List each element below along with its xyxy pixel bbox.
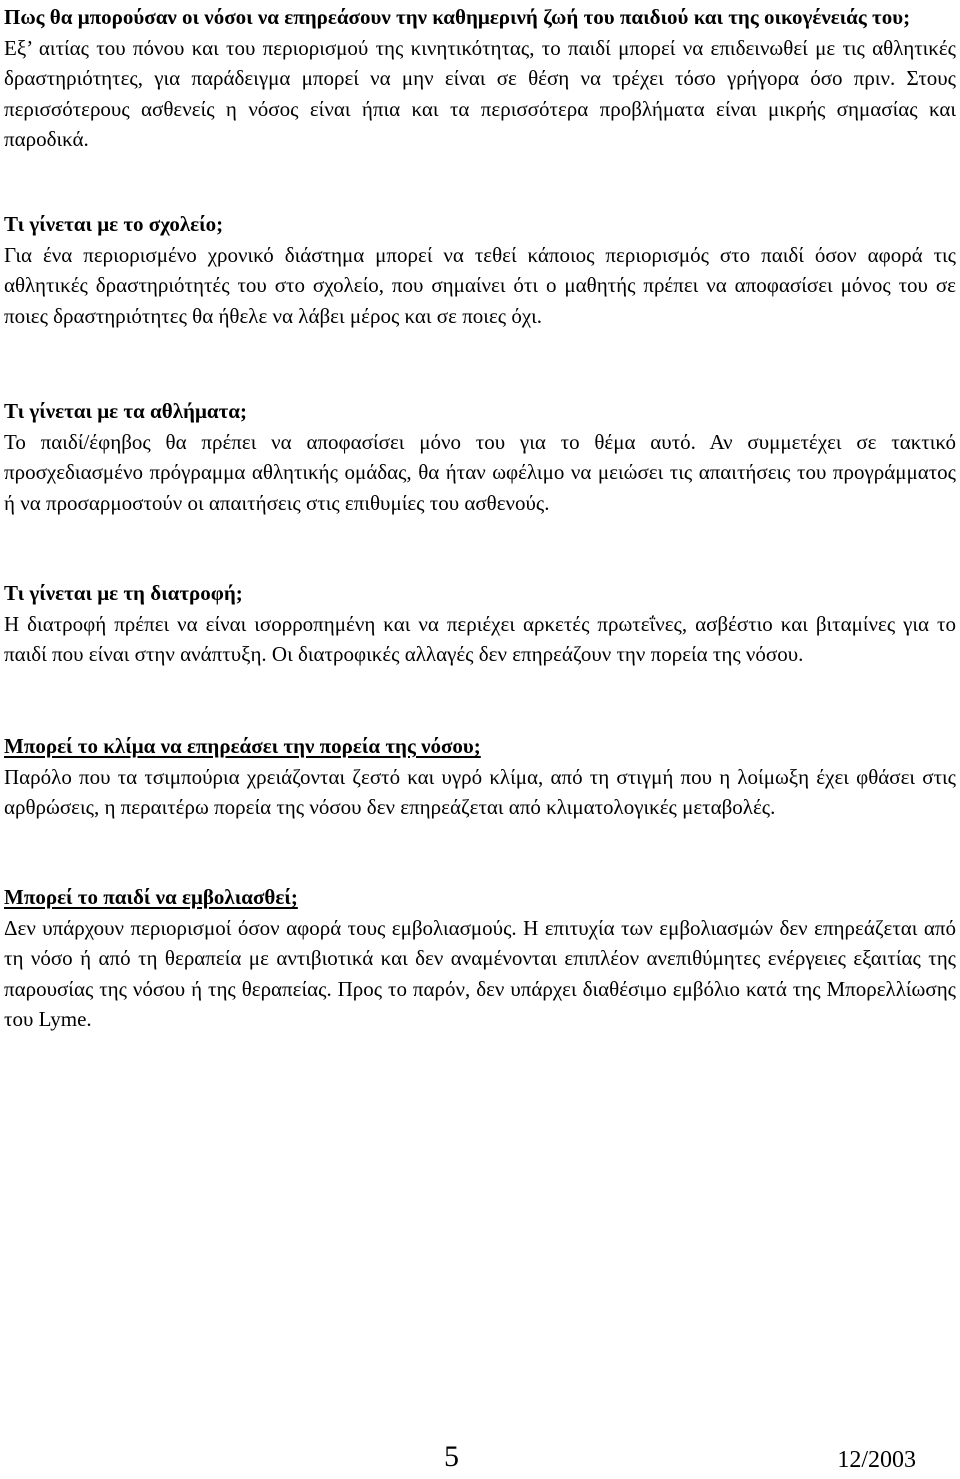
section-heading: Τι γίνεται με τη διατροφή; (4, 581, 243, 605)
section-body: Παρόλο που τα τσιμπούρια χρειάζονται ζεστό και υγρό κλίμα, από τη στιγμή που η λοίμωξη έχει φθάσει στις αρθρώσεις, η περαιτέρω πορεία της νόσου δεν επηρεάζεται από κλιματολογικές μεταβολές. (4, 764, 956, 819)
section-body: Δεν υπάρχουν περιορισμοί όσον αφορά τους εμβολιασμούς. Η επιτυχία των εμβολιασμών δεν επηρεάζεται από τη νόσο ή από τη θεραπεία με αντιβιοτικά και δεν αναμένονται επιπλέον ανεπιθύμητες ενέργειες εξαιτίας της παρουσίας της νόσου ή της θεραπείας. Προς το παρόν, δεν υπάρχει διαθέσιμο εμβόλιο κατά της Μπορελλίωσης του Lyme. (4, 915, 956, 1031)
section-heading: Τι γίνεται με το σχολείο; (4, 212, 224, 236)
section-climate (4, 731, 956, 823)
section-body: Το παιδί/έφηβος θα πρέπει να αποφασίσει μόνο του για το θέμα αυτό. Αν συμμετέχει σε τακτικό προσχεδιασμένο πρόγραμμα αθλητικής ομάδας, θα ήταν ωφέλιμο να μειώσει τις απαιτήσεις του προγράμματος ή να προσαρμοστούν οι απαιτήσεις στις επιθυμίες του ασθενούς. (4, 429, 956, 515)
section-body: Εξ’ αιτίας του πόνου και του περιορισμού της κινητικότητας, το παιδί μπορεί να επιδεινωθεί με τις αθλητικές δραστηριότητες, για παράδειγμα μπορεί να μην είναι σε θέση να τρέχει τόσο γρήγορα όσο πριν. Στους περισσότερους ασθενείς η νόσος είναι ήπια και τα περισσότερα προβλήματα είναι μικρής σημασίας και παροδικά. (4, 35, 956, 151)
section-diet (4, 578, 956, 670)
section-heading: Πως θα μπορούσαν οι νόσοι να επηρεάσουν την καθημερινή ζωή του παιδιού και της οικογένειάς του; (4, 5, 911, 29)
section-body: Για ένα περιορισμένο χρονικό διάστημα μπορεί να τεθεί κάποιος περιορισμός στο παιδί όσον αφορά τις αθλητικές δραστηριότητές του στο σχολείο, που σημαίνει ότι ο μαθητής πρέπει να αποφασίσει μόνος του σε ποιες δραστηριότητες θα ήθελε να λάβει μέρος και σε ποιες όχι. (4, 242, 956, 328)
section-heading: Μπορεί το παιδί να εμβολιασθεί; (4, 885, 298, 909)
page-number: 5 (444, 1440, 459, 1473)
section-sports (4, 396, 956, 518)
section-heading: Τι γίνεται με τα αθλήματα; (4, 399, 247, 423)
section-vaccination (4, 882, 956, 1035)
footer-date: 12/2003 (837, 1447, 916, 1473)
section-daily-life (4, 2, 956, 155)
section-heading: Μπορεί το κλίμα να επηρεάσει την πορεία της νόσου; (4, 734, 481, 758)
section-school (4, 209, 956, 331)
section-body: Η διατροφή πρέπει να είναι ισορροπημένη και να περιέχει αρκετές πρωτεΐνες, ασβέστιο και βιταμίνες για το παιδί που είναι στην ανάπτυξη. Οι διατροφικές αλλαγές δεν επηρεάζουν την πορεία της νόσου. (4, 611, 956, 666)
